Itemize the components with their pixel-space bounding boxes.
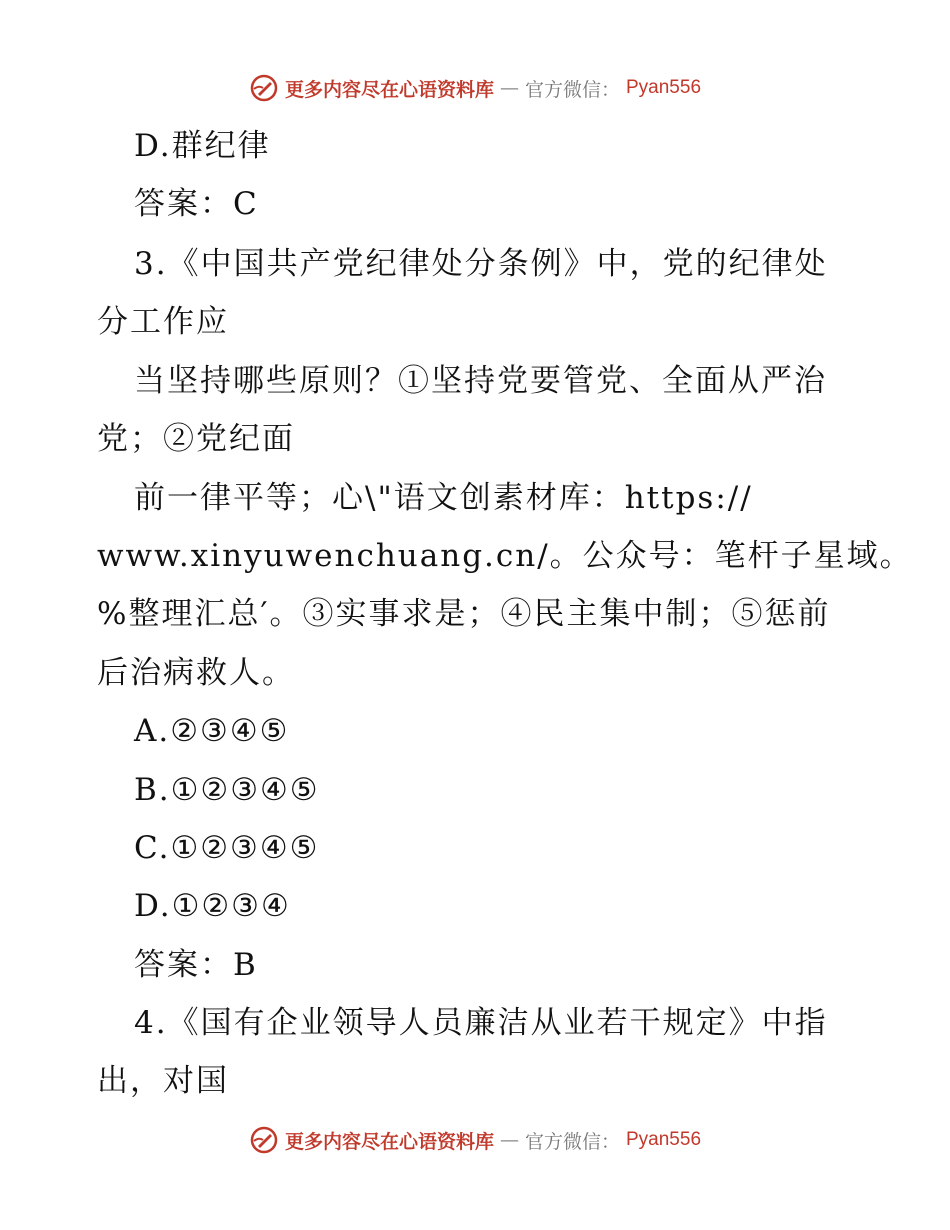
pen-logo-icon <box>249 73 279 103</box>
watermark-text: 更多内容尽在心语资料库 <box>284 78 494 101</box>
question-3-principles-cont-line: 党；②党纪面 <box>97 421 295 457</box>
option-b-line: B.①②③④⑤ <box>134 772 320 808</box>
question-4-cont-line: 出，对国 <box>97 1063 229 1099</box>
option-c-line: C.①②③④⑤ <box>134 830 320 866</box>
answer-line: 答案：C <box>134 186 259 222</box>
answer-line-2: 答案：B <box>134 947 258 983</box>
option-a-line: A.②③④⑤ <box>134 713 290 749</box>
option-d-line-2: D.①②③④ <box>134 888 291 924</box>
question-3-line: 3.《中国共产党纪律处分条例》中，党的纪律处 <box>134 246 828 282</box>
question-3-principles-cont2-line: %整理汇总′。③实事求是；④民主集中制；⑤惩前 <box>97 596 831 632</box>
option-d-line: D.群纪律 <box>134 128 271 164</box>
question-4-line: 4.《国有企业领导人员廉洁从业若干规定》中指 <box>134 1005 828 1041</box>
inserted-ad-line: 前一律平等；心\"语文创素材库：https:// <box>134 480 753 516</box>
watermark-text: 更多内容尽在心语资料库 <box>284 1130 494 1153</box>
inserted-url-line: www.xinyuwenchuang.cn/。公众号：笔杆子星域。 <box>97 538 913 574</box>
question-3-principles-end-line: 后治病救人。 <box>97 655 295 691</box>
watermark-wechat-id: Pyan556 <box>626 77 702 98</box>
watermark-wechat-label: 官方微信： <box>524 1130 620 1153</box>
question-3-cont-line: 分工作应 <box>97 304 229 340</box>
watermark-wechat-id: Pyan556 <box>626 1129 702 1150</box>
watermark-dash: — <box>499 1129 519 1151</box>
pen-logo-icon <box>249 1125 279 1155</box>
footer-watermark <box>0 1120 950 1160</box>
watermark-dash: — <box>499 77 519 99</box>
question-3-principles-line: 当坚持哪些原则？①坚持党要管党、全面从严治 <box>134 363 827 399</box>
header-watermark <box>0 68 950 108</box>
watermark-wechat-label: 官方微信： <box>524 78 620 101</box>
